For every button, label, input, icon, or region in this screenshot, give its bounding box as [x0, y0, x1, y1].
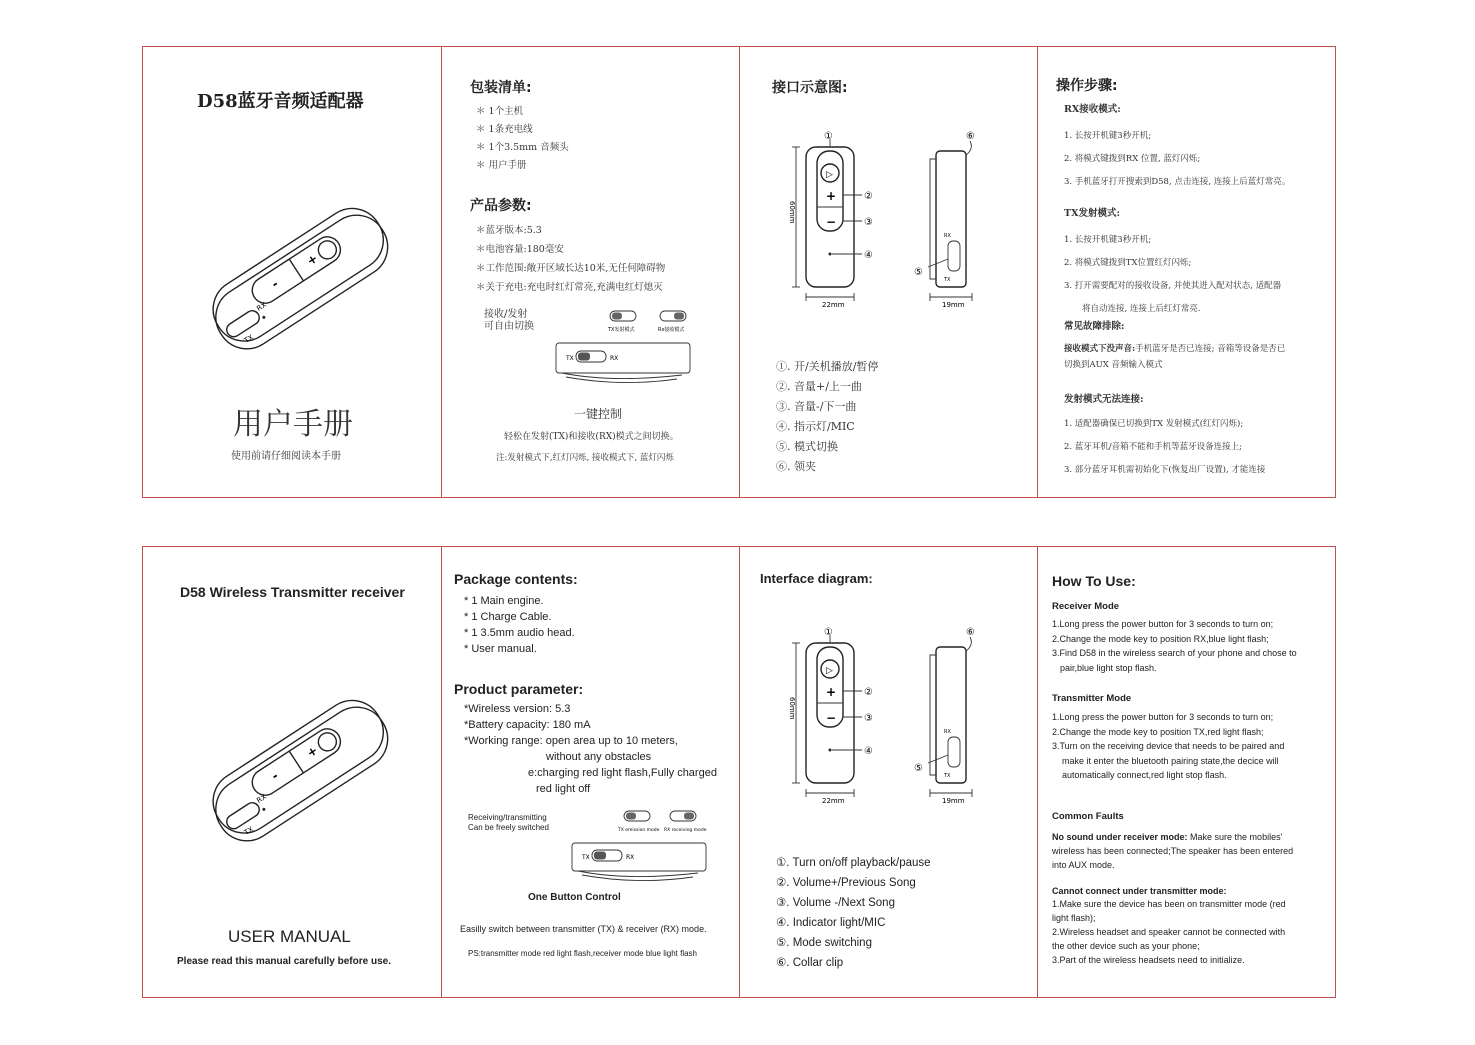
svg-text:RX: RX	[255, 792, 268, 805]
svg-text:③: ③	[864, 217, 873, 228]
interface-panel-zh	[739, 47, 1037, 497]
package-list: * 1 Main engine. * 1 Charge Cable. * 1 3.5mm audio head. * User manual.	[464, 595, 575, 655]
svg-text:RX: RX	[944, 729, 951, 735]
package-panel-zh	[441, 47, 739, 497]
cover-subtitle: Please read this manual carefully before use.	[177, 956, 391, 967]
params-heading: Product parameter:	[454, 681, 584, 697]
params-list: *Wireless version: 5.3 *Battery capacity: 180 mA *Working range: open area up to 10 meters, without any obstacles e:charging red light flash,Fully charged red light off	[464, 703, 717, 795]
package-item: ＊ 1条充电线	[476, 124, 533, 135]
package-item: ＊ 1个3.5mm 音频头	[476, 142, 569, 153]
svg-text:⑤: ⑤	[914, 267, 923, 278]
svg-text:②: ②	[864, 191, 873, 202]
cover-title: D58蓝牙音频适配器	[197, 91, 364, 112]
svg-text:+: +	[826, 685, 837, 699]
switch-description: Easilly switch between transmitter (TX) & receiver (RX) mode.	[460, 924, 707, 934]
params-heading: 产品参数:	[470, 198, 532, 214]
one-button-label: 一键控制	[574, 407, 623, 421]
chinese-manual-sheet	[142, 46, 1336, 498]
package-list	[476, 103, 569, 175]
tx-heading: Transmitter Mode	[1052, 693, 1132, 704]
interface-diagram	[784, 625, 984, 810]
faults-heading: 常见故障排除:	[1064, 321, 1125, 332]
interface-panel-en	[739, 547, 1037, 997]
faults-heading: Common Faults	[1052, 811, 1124, 822]
rx-heading: RX接收模式:	[1064, 104, 1121, 115]
switch-note: 注:发射模式下,红灯闪烁, 接收模式下, 蓝灯闪烁	[496, 453, 674, 463]
params-list	[476, 221, 665, 297]
switch-description: 轻松在发射(TX)和接收(RX)模式之间切换。	[504, 432, 679, 442]
svg-text:-: -	[269, 276, 281, 292]
english-manual-sheet	[142, 546, 1336, 998]
svg-text:TX: TX	[944, 277, 951, 283]
interface-heading: 接口示意图:	[772, 80, 848, 96]
param-item: ＊蓝牙版本:5.3	[476, 225, 542, 236]
device-side-view	[568, 839, 713, 887]
package-panel-en	[441, 547, 739, 997]
tx-steps: 1.Long press the power button for 3 seconds to turn on; 2.Change the mode key to position TX,red light flash; 3.Turn on the receiving device that needs to be paired and make it enter the bluetooth pairing state,the decice will automatically connect,red light stop flash.	[1052, 712, 1285, 780]
cover-subtitle: 使用前请仔细阅读本手册	[231, 451, 341, 462]
mode-switch-icons	[614, 809, 714, 834]
device-illustration	[191, 687, 401, 852]
switch-label: 接收/发射 可自由切换	[484, 309, 534, 332]
svg-text:RX receiving mode: RX receiving mode	[664, 828, 707, 833]
svg-text:−: −	[826, 711, 837, 725]
svg-text:RX: RX	[626, 854, 635, 861]
svg-text:▷: ▷	[826, 170, 833, 180]
howto-heading: How To Use:	[1052, 573, 1136, 589]
svg-text:60mm: 60mm	[788, 201, 796, 224]
legend-item: ⑤. 模式切换	[776, 440, 838, 453]
legend-item: ①. 开/关机播放/暂停	[776, 360, 879, 373]
rx-steps: 1. 长按开机键3秒开机; 2. 将模式键拨到RX 位置, 蓝灯闪烁; 3. 手机蓝牙打开搜索到D58, 点击连接, 连接上后蓝灯常亮。	[1064, 131, 1291, 187]
interface-legend: ①. Turn on/off playback/pause ②. Volume+/Previous Song ③. Volume -/Next Song ④. Indicator light/MIC ⑤. Mode switching ⑥. Collar clip	[776, 857, 931, 969]
svg-text:TX: TX	[944, 773, 951, 779]
svg-text:③: ③	[864, 713, 873, 724]
legend-item: ⑥. 领夹	[776, 460, 816, 473]
svg-text:+: +	[304, 251, 321, 269]
svg-text:TX: TX	[242, 333, 255, 345]
svg-text:①: ①	[824, 131, 833, 142]
param-item: ＊关于充电:充电时红灯常亮,充满电红灯熄灭	[476, 282, 663, 293]
svg-text:TX: TX	[242, 825, 255, 837]
param-item: ＊工作范围:敞开区域长达10米,无任何障碍物	[476, 263, 666, 274]
fault1: 接收模式下没声音:手机蓝牙是否已连接; 音箱等设备是否已 切换到AUX 音频输入模式	[1064, 344, 1286, 370]
svg-text:⑤: ⑤	[914, 763, 923, 774]
howto-heading: 操作步骤:	[1056, 78, 1118, 94]
svg-text:60mm: 60mm	[788, 697, 796, 720]
svg-text:④: ④	[864, 250, 873, 261]
svg-text:22mm: 22mm	[822, 301, 845, 309]
one-button-label: One Button Control	[528, 892, 621, 903]
svg-text:TX发射模式: TX发射模式	[608, 327, 635, 333]
svg-text:22mm: 22mm	[822, 797, 845, 805]
package-item: ＊ 1个主机	[476, 106, 524, 117]
interface-heading: Interface diagram:	[760, 571, 873, 586]
fault2-steps: 1. 适配器确保已切换到TX 发射模式(红灯闪烁); 2. 蓝牙耳机/音箱不能和手机等蓝牙设备连接上; 3. 部分蓝牙耳机需初始化下(恢复出厂设置), 才能连接	[1064, 419, 1266, 475]
svg-text:19mm: 19mm	[942, 301, 965, 309]
interface-diagram	[784, 129, 984, 314]
rx-steps: 1.Long press the power button for 3 seconds to turn on; 2.Change the mode key to position RX,blue light flash; 3.Find D58 in the wireless search of your phone and chose to pair,blue light stop flash.	[1052, 619, 1297, 673]
legend-item: ③. 音量-/下一曲	[776, 400, 857, 413]
cover-manual-title: 用户手册	[233, 407, 353, 442]
svg-text:-: -	[269, 768, 281, 784]
device-side-view	[552, 339, 697, 389]
rx-heading: Receiver Mode	[1052, 601, 1120, 612]
svg-text:TX: TX	[582, 854, 590, 861]
fault2-heading: 发射模式无法连接:	[1064, 394, 1144, 405]
howto-panel-en	[1037, 547, 1337, 997]
svg-text:TX: TX	[566, 355, 574, 362]
svg-text:TX emission mode: TX emission mode	[618, 828, 660, 833]
legend-item: ②. 音量+/上一曲	[776, 380, 862, 393]
svg-text:②: ②	[864, 687, 873, 698]
svg-text:①: ①	[824, 627, 833, 638]
svg-text:④: ④	[864, 746, 873, 757]
svg-text:▷: ▷	[826, 666, 833, 676]
svg-text:19mm: 19mm	[942, 797, 965, 805]
svg-text:+: +	[826, 189, 837, 203]
svg-text:RX: RX	[944, 233, 951, 239]
svg-text:⑥: ⑥	[966, 131, 975, 142]
cover-title: D58 Wireless Transmitter receiver	[180, 584, 405, 600]
howto-panel-zh	[1037, 47, 1337, 497]
switch-label: Receiving/transmitting Can be freely switched	[468, 813, 549, 832]
param-item: ＊电池容量:180毫安	[476, 244, 564, 255]
svg-text:−: −	[826, 215, 837, 229]
interface-legend	[776, 357, 878, 477]
switch-note: PS:transmitter mode red light flash,receiver mode blue light flash	[468, 949, 697, 958]
svg-text:RX: RX	[255, 300, 268, 313]
cover-panel-zh	[143, 47, 441, 497]
svg-text:RX: RX	[610, 355, 619, 362]
svg-text:+: +	[304, 743, 321, 761]
fault2-steps: 1.Make sure the device has been on transmitter mode (red light flash); 2.Wireless headset and speaker cannot be connected with the other device such as your phone; 3.Part of the wireless headsets need to initialize.	[1052, 899, 1286, 965]
svg-text:⑥: ⑥	[966, 627, 975, 638]
package-item: ＊ 用户手册	[476, 160, 527, 171]
svg-text:Rx接收模式: Rx接收模式	[658, 327, 685, 333]
package-heading: Package contents:	[454, 571, 578, 587]
package-heading: 包装清单:	[470, 80, 532, 96]
fault2-heading: Cannot connect under transmitter mode:	[1052, 886, 1227, 896]
tx-heading: TX发射模式:	[1064, 208, 1120, 219]
fault1: No sound under receiver mode: Make sure the mobiles' wireless has been connected;The speaker has been entered into AUX mode.	[1052, 832, 1294, 870]
cover-panel-en	[143, 547, 441, 997]
device-illustration	[191, 195, 401, 360]
cover-manual-title: USER MANUAL	[228, 927, 351, 946]
mode-switch-icons	[604, 309, 699, 334]
tx-steps: 1. 长按开机键3秒开机; 2. 将模式键拨到TX位置红灯闪烁; 3. 打开需要配对的接收设备, 并使其进入配对状态, 适配器 将自动连接, 连接上后红灯常亮.	[1064, 235, 1282, 314]
legend-item: ④. 指示灯/MIC	[776, 420, 855, 433]
